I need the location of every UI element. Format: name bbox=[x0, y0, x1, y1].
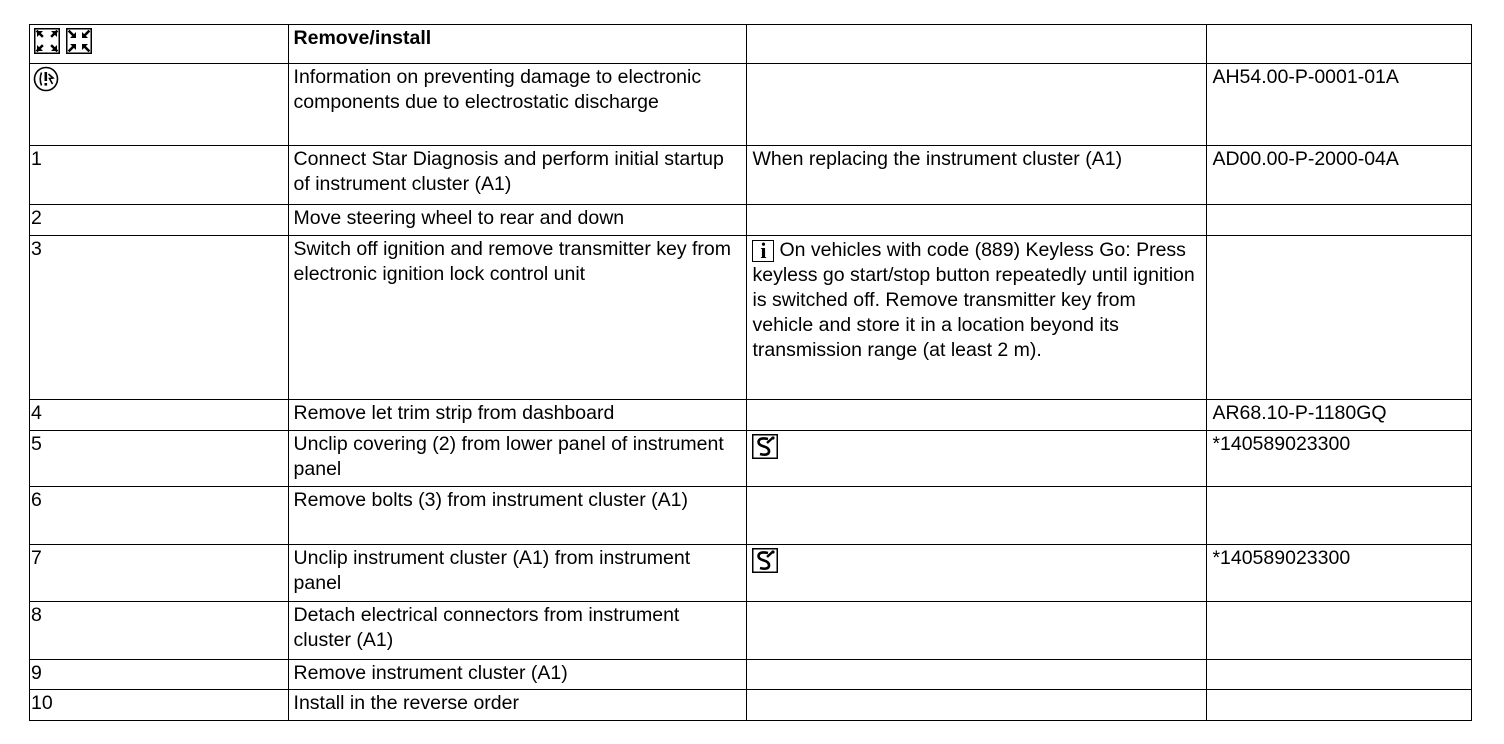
note-cell bbox=[747, 545, 1207, 602]
procedure-table bbox=[29, 24, 1472, 721]
note-cell bbox=[747, 602, 1207, 660]
expand-icon[interactable] bbox=[34, 28, 60, 61]
description-cell: Remove bolts (3) from instrument cluster (A1) bbox=[288, 487, 747, 545]
note-cell bbox=[747, 487, 1207, 545]
note-cell bbox=[747, 660, 1207, 690]
note-cell bbox=[747, 64, 1207, 146]
description-cell: Remove let trim strip from dashboard bbox=[288, 400, 747, 431]
table-row bbox=[30, 431, 1472, 487]
table-row bbox=[30, 602, 1472, 660]
step-number: 4 bbox=[30, 400, 289, 431]
table-row bbox=[30, 690, 1472, 721]
table-row bbox=[30, 660, 1472, 690]
description-cell: Unclip covering (2) from lower panel of instrument panel bbox=[288, 431, 747, 487]
step-number: 2 bbox=[30, 205, 289, 236]
collapse-icon[interactable] bbox=[66, 28, 92, 61]
info-icon[interactable]: i bbox=[752, 240, 774, 262]
description-cell: Move steering wheel to rear and down bbox=[288, 205, 747, 236]
description-cell: Information on preventing damage to electronic components due to electrostatic discharge bbox=[288, 64, 747, 146]
step-cell bbox=[30, 64, 289, 146]
reference-link[interactable]: AD00.00-P-2000-04A bbox=[1207, 146, 1472, 205]
note-cell: When replacing the instrument cluster (A1) bbox=[747, 146, 1207, 205]
reference-cell bbox=[1207, 205, 1472, 236]
special-tool-icon[interactable] bbox=[752, 548, 778, 580]
description-cell: Remove instrument cluster (A1) bbox=[288, 660, 747, 690]
header-icons-cell bbox=[30, 25, 289, 64]
step-number: 8 bbox=[30, 602, 289, 660]
description-cell: Unclip instrument cluster (A1) from instrument panel bbox=[288, 545, 747, 602]
description-cell: Detach electrical connectors from instrument cluster (A1) bbox=[288, 602, 747, 660]
description-cell: Install in the reverse order bbox=[288, 690, 747, 721]
step-number: 6 bbox=[30, 487, 289, 545]
note-cell bbox=[747, 431, 1207, 487]
note-cell bbox=[747, 236, 1207, 400]
reference-link[interactable]: *140589023300 bbox=[1207, 545, 1472, 602]
table-row bbox=[30, 236, 1472, 400]
step-number: 10 bbox=[30, 690, 289, 721]
description-cell: Connect Star Diagnosis and perform initial startup of instrument cluster (A1) bbox=[288, 146, 747, 205]
header-ref-cell bbox=[1207, 25, 1472, 64]
esd-warning-icon[interactable] bbox=[33, 66, 59, 99]
step-number: 9 bbox=[30, 660, 289, 690]
reference-link[interactable]: *140589023300 bbox=[1207, 431, 1472, 487]
reference-cell bbox=[1207, 236, 1472, 400]
reference-cell bbox=[1207, 690, 1472, 721]
note-cell bbox=[747, 205, 1207, 236]
note-cell bbox=[747, 400, 1207, 431]
reference-cell bbox=[1207, 602, 1472, 660]
reference-link[interactable]: AH54.00-P-0001-01A bbox=[1207, 64, 1472, 146]
table-row bbox=[30, 487, 1472, 545]
step-number: 1 bbox=[30, 146, 289, 205]
table-row bbox=[30, 205, 1472, 236]
table-row bbox=[30, 64, 1472, 146]
reference-link[interactable]: AR68.10-P-1180GQ bbox=[1207, 400, 1472, 431]
reference-cell bbox=[1207, 487, 1472, 545]
table-header-row bbox=[30, 25, 1472, 64]
step-number: 7 bbox=[30, 545, 289, 602]
special-tool-icon[interactable] bbox=[752, 434, 778, 466]
description-cell: Switch off ignition and remove transmitter key from electronic ignition lock control unit bbox=[288, 236, 747, 400]
page-title: Remove/install bbox=[288, 25, 747, 64]
table-row bbox=[30, 400, 1472, 431]
note-text: On vehicles with code (889) Keyless Go: Press keyless go start/stop button repeatedly until ignition is switched off. Remove transmitter key from vehicle and store it in a location beyond its transmission range (at least 2 m). bbox=[752, 239, 1195, 361]
step-number: 5 bbox=[30, 431, 289, 487]
table-row bbox=[30, 146, 1472, 205]
note-cell bbox=[747, 690, 1207, 721]
header-note-cell bbox=[747, 25, 1207, 64]
step-number: 3 bbox=[30, 236, 289, 400]
table-row bbox=[30, 545, 1472, 602]
reference-cell bbox=[1207, 660, 1472, 690]
